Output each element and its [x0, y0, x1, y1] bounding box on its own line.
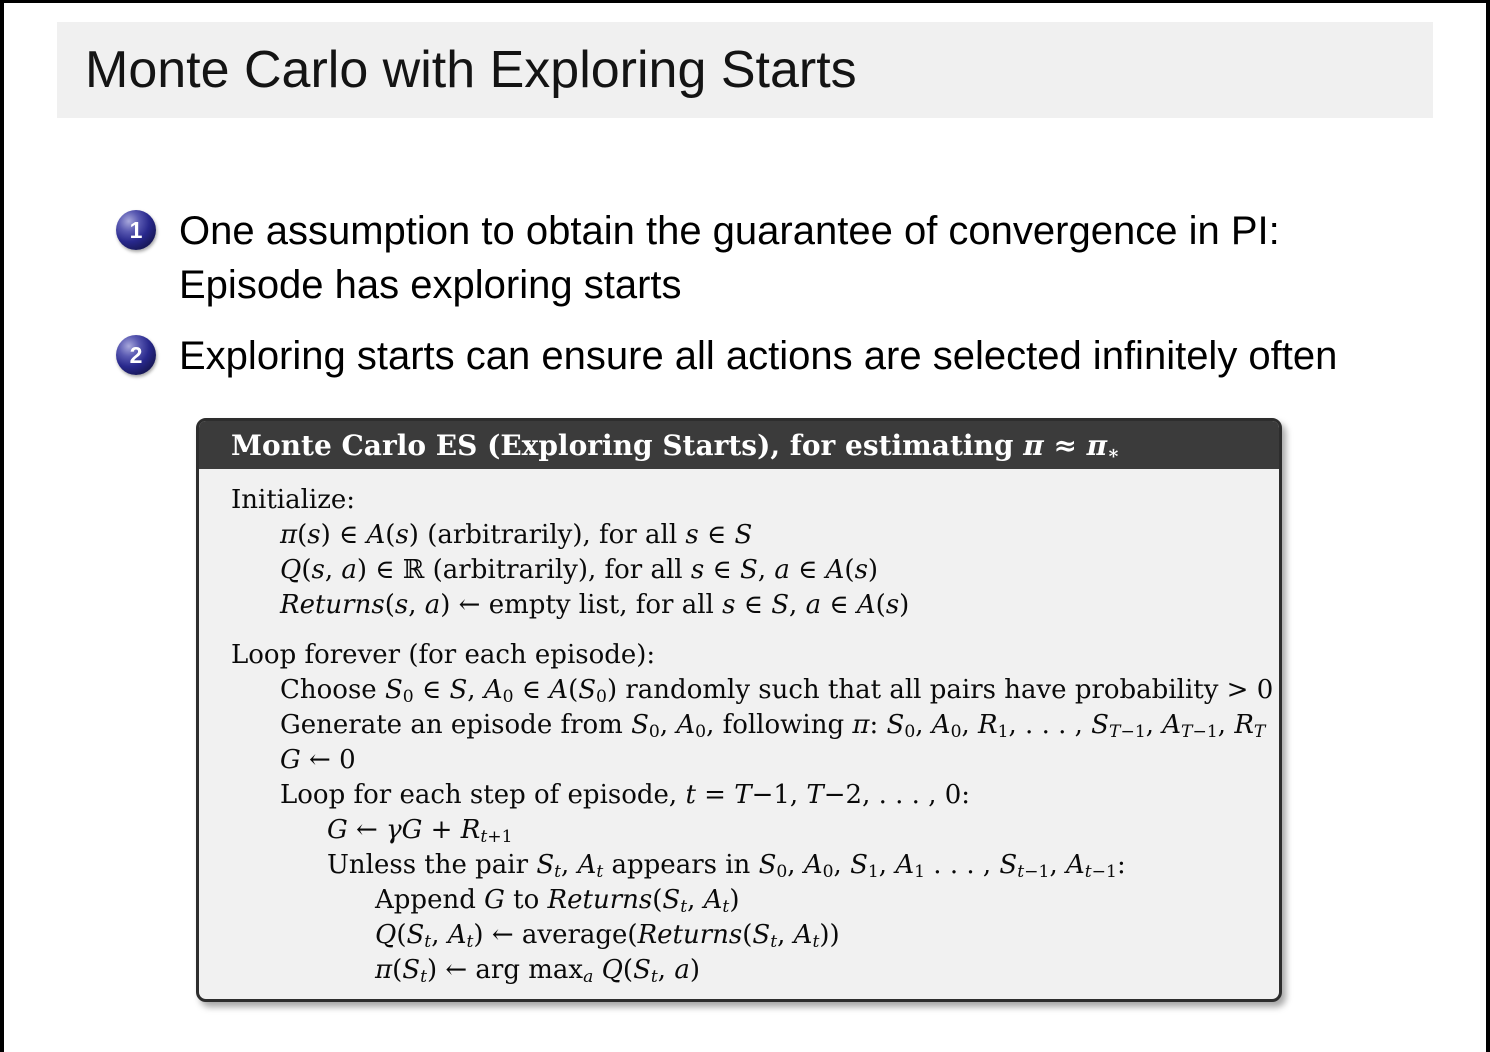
algorithm-title: Monte Carlo ES (Exploring Starts), for estimating $\pi \approx \pi_∗$	[231, 428, 1120, 464]
algorithm-box-body	[199, 469, 1279, 988]
bullet-1-line-1: One assumption to obtain the guarantee of convergence in PI:	[179, 209, 1280, 253]
page-title: Monte Carlo with Exploring Starts	[85, 41, 857, 99]
bullet-item-1	[116, 204, 1446, 312]
algo-line-init-pi: π(s) ∈ A(s) (arbitrarily), for all s ∈ S	[280, 520, 753, 550]
algo-line-g-update: G ← $\gamma G + R_{t+1}$	[327, 815, 513, 847]
algo-line-init-returns: Returns(s, a) ← empty list, for all s ∈ S, a ∈ A(s)	[280, 590, 910, 620]
algo-line-generate: Generate an episode from $S_0$, $A_0$, following π: $S_0$, $A_0$, $R_1$, . . . , $S_{T-1}$, $A_{T-1}$, $R_T$	[280, 710, 1266, 742]
bullet-text-2	[179, 329, 1337, 383]
algo-line-loop-forever: Loop forever (for each episode):	[231, 640, 656, 670]
slide-title-band	[57, 22, 1433, 118]
bullet-item-2	[116, 329, 1446, 383]
algo-line-pi-argmax: $\pi(S_t)$ ← arg $\max_a Q(S_t$, a)	[375, 955, 700, 987]
algo-line-append: Append G to $Returns(S_t$, $A_t$)	[375, 885, 740, 917]
bullet-number-2: 2	[129, 341, 143, 368]
bullet-number-ball-2	[116, 335, 156, 375]
algo-line-g-zero: G ← 0	[280, 745, 356, 775]
bullet-number-ball-1	[116, 210, 156, 250]
algorithm-box	[196, 418, 1282, 1002]
algo-line-unless: Unless the pair $S_t$, $A_t$ appears in $S_0$, $A_0$, $S_1$, $A_1$ . . . , $S_{t-1}$, $A_{t-1}$:	[327, 850, 1126, 882]
algo-line-init-q: Q(s, a) ∈ ℝ (arbitrarily), for all s ∈ S, a ∈ A(s)	[280, 555, 879, 585]
algo-line-q-average: $Q(S_t$, $A_t$) ← $average(Returns(S_t$, $A_t$))	[375, 920, 840, 952]
algo-line-choose: Choose $S_0$ ∈ S, $A_0$ ∈ $A(S_0)$ randomly such that all pairs have probability > 0	[280, 675, 1274, 707]
algo-line-loop-steps: Loop for each step of episode, t = T−1, T−2, . . . , 0:	[280, 780, 971, 810]
bullet-number-1: 1	[129, 216, 143, 243]
bullet-2-line-1: Exploring starts can ensure all actions are selected infinitely often	[179, 334, 1338, 378]
bullet-1-line-2: Episode has exploring starts	[179, 263, 682, 307]
algorithm-box-header	[199, 421, 1279, 469]
bullet-text-1	[179, 204, 1280, 312]
algo-line-initialize: Initialize:	[231, 485, 356, 515]
